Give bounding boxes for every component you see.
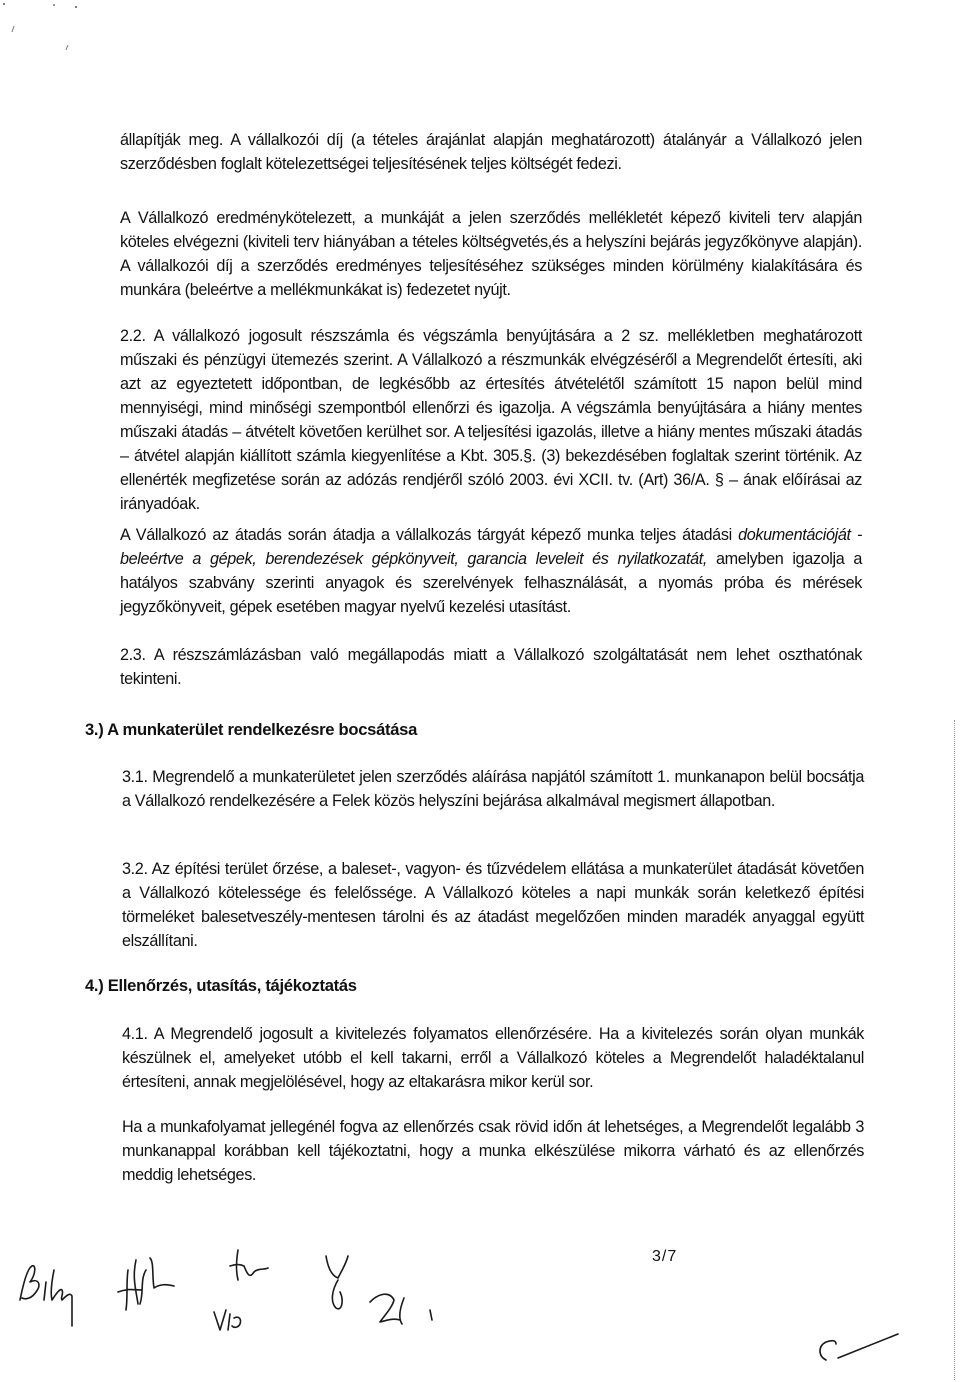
handover-docs-line-1: A Vállalkozó az átadás során átadja a vállalkozás tárgyát képező munka teljes átadási: [120, 526, 732, 544]
signature-6: [820, 1334, 898, 1360]
paragraph-2-2-invoicing: 2.2. A vállalkozó jogosult részszámla és végszámla benyújtására a 2 sz. mellékletben meghatározott műszaki és pénzügyi ütemezés szerint. A Vállalkozó a részmunkák elvégzéséről a Megrendelőt értesíti, aki azt az egyeztetett időpontban, de legkésőbb az értesítés átvételétől számított 15 napon belül mind mennyiségi, mind minőségi szempontból ellenőrzi és igazolja. A végszámla benyújtására a hiány mentes műszaki átadás – átvételt követően kerülhet sor. A teljesítési igazolás, illetve a hiány mentes műszaki átadás – átvétel alapján kiállított számla kiegyenlítése a Kbt. 305.§. (3) bekezdésében foglaltak szerint történik. Az ellenérték megfizetése során az adózás rendjéről szóló 2003. évi XCII. tv. (Art) 36/A. § – ának előírásai az irányadóak.: [120, 327, 862, 513]
paragraph-handover-docs: [120, 523, 862, 619]
paragraph-fee-coverage: állapítják meg. A vállalkozói díj (a tételes árajánlat alapján meghatározott) átalányár a Vállalkozó jelen szerződésben foglalt kötelezettségei teljesítésének teljes költségét fedezi.: [120, 131, 862, 173]
signature-3: [230, 1250, 268, 1280]
paragraph-4-1-inspection: 4.1. A Megrendelő jogosult a kivitelezés folyamatos ellenőrzésére. Ha a kivitelezés során olyan munkák készülnek el, amelyeket utóbb el kell takarni, erről a Vállalkozó köteles a Megrendelőt haladéktalanul értesíteni, annak megjelölésével, hogy az eltakarásra mikor kerül sor.: [122, 1025, 864, 1091]
signature-5: [370, 1294, 432, 1324]
paragraph-3-1-site-handover: 3.1. Megrendelő a munkaterületet jelen szerződés aláírása napjától számított 1. munkanapon belül bocsátja a Vállalkozó rendelkezésére a Felek közös helyszíni bejárása alkalmával megismert állapotban.: [122, 768, 864, 810]
signatures-area: [0, 1230, 960, 1382]
heading-section-3: 3.) A munkaterület rendelkezésre bocsátása: [85, 720, 418, 739]
paragraph-2-3-partial-billing: 2.3. A részszámlázásban való megállapodás miatt a Vállalkozó szolgáltatását nem lehet oszthatónak tekinteni.: [120, 646, 862, 688]
page-number: 3/7: [652, 1248, 678, 1265]
handover-docs-italic: dokumentációját -beleértve a gépek, berendezések gépkönyveit, garancia leveleit és nyilatkozatát,: [120, 526, 862, 568]
paragraph-obligation: A Vállalkozó eredménykötelezett, a munkáját a jelen szerződés mellékletét képező kiviteli terv alapján köteles elvégezni (kiviteli terv hiányában a tételes költségvetés,és a helyszíni bejárás jegyzőkönyve alapján). A vállalkozói díj a szerződés eredményes teljesítéséhez szükséges minden körülmény kialakítására és munkára (beleértve a mellékmunkákat is) fedezetet nyújt.: [120, 209, 862, 299]
handover-docs-rest: amelyben igazolja a hatályos szabvány szerinti anyagok és szerelvények felhasználását, a nyomás próba és mérések jegyzőkönyveit, gépek esetében magyar nyelvű kezelési utasítást.: [120, 550, 862, 616]
paragraph-3-2-site-security: 3.2. Az építési terület őrzése, a baleset-, vagyon- és tűzvédelem ellátása a munkaterület átadását követően a Vállalkozó kötelessége és felelőssége. A Vállalkozó köteles a napi munkák során keletkező építési törmeléket balesetveszély-mentesen tárolni és az átadást megelőzően minden maradék anyaggal együtt elszállítani.: [122, 860, 864, 950]
signature-4: [326, 1256, 348, 1309]
scan-specks: [0, 0, 120, 60]
heading-section-4: 4.) Ellenőrzés, utasítás, tájékoztatás: [85, 976, 357, 995]
signature-1: [20, 1266, 72, 1326]
signature-small: [214, 1310, 241, 1330]
paragraph-inspection-notice: Ha a munkafolyamat jellegénél fogva az ellenőrzés csak rövid időn át lehetséges, a Megrendelőt legalább 3 munkanappal korábban kell tájékoztatni, hogy a munka elkészülése mikorra várható és az ellenőrzés meddig lehetséges.: [122, 1118, 864, 1184]
signature-2: [118, 1258, 174, 1310]
